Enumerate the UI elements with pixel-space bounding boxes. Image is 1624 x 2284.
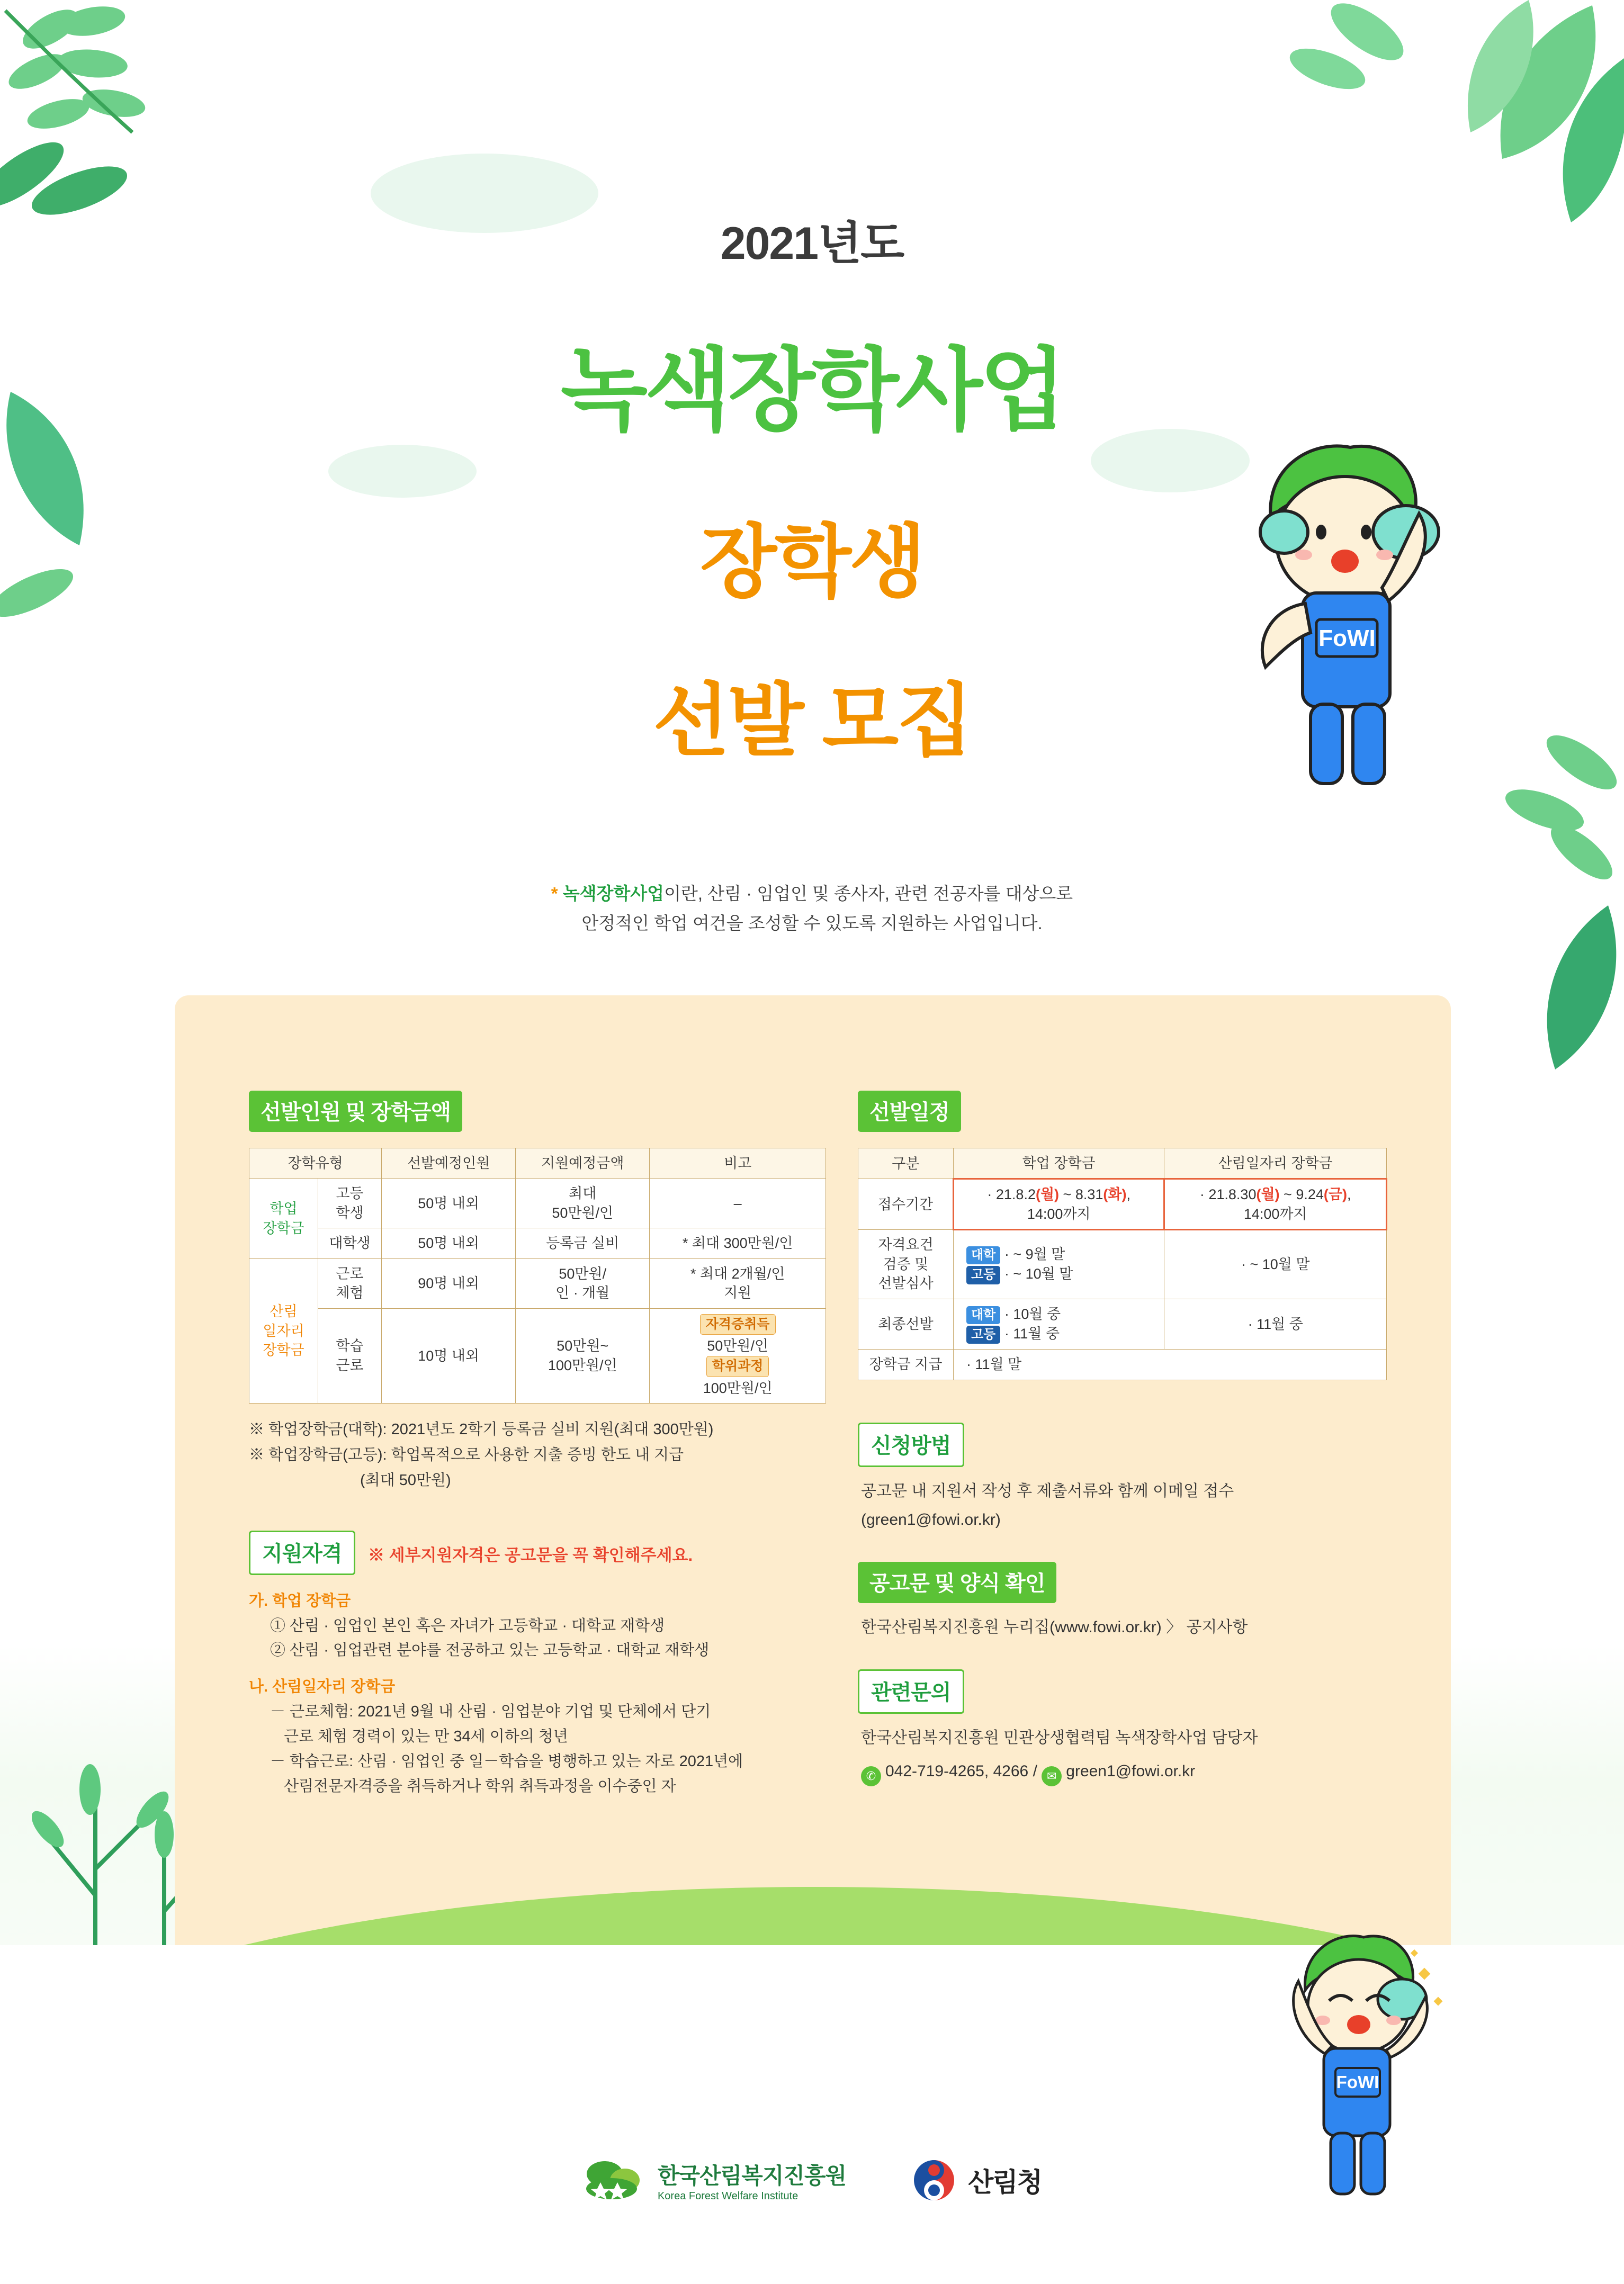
qualification-a-item-1: ① 산림 · 임업인 본인 혹은 자녀가 고등학교 · 대학교 재학생 [270, 1617, 665, 1634]
apply-line-1: 공고문 내 지원서 작성 후 제출서류와 함께 이메일 접수 [861, 1482, 1234, 1500]
contact-phone: 042-719-4265, 4266 [885, 1762, 1029, 1780]
cell-note-1: – [650, 1179, 826, 1228]
notice-line-1: 한국산림복지진흥원 누리집(www.fowi.or.kr) 〉 공지사항 [861, 1618, 1248, 1636]
cell-count-4: 10명 내외 [382, 1308, 516, 1403]
period-b-end-day: (금) [1323, 1186, 1347, 1203]
decorative-leaves-top-left [0, 0, 328, 222]
selection-note-2: ※ 학업장학금(고등): 학업목적으로 사용한 지출 증빙 한도 내 지급 [249, 1446, 684, 1463]
cell-period-forestjob [1164, 1179, 1387, 1230]
kfwi-name-en: Korea Forest Welfare Institute [657, 2190, 798, 2202]
tag-degree: 학위과정 [706, 1356, 769, 1377]
th-type: 장학유형 [249, 1148, 382, 1179]
selection-table [249, 1148, 826, 1404]
tag-highschool-1: 고등 [966, 1266, 1000, 1284]
kfwi-name-kr: 한국산림복지진흥원 [657, 2163, 847, 2188]
verify-highschool: · ~ 10월 말 [1004, 1266, 1073, 1282]
cell-count-2: 50명 내외 [382, 1228, 516, 1258]
cell-note-2: * 최대 300만원/인 [650, 1228, 826, 1258]
cell-final-academic [954, 1299, 1164, 1350]
notice-block [858, 1562, 1387, 1640]
qualification-head-a: 가. 학업 장학금 [249, 1592, 351, 1609]
contact-email: green1@fowi.or.kr [1066, 1762, 1196, 1780]
table-row [858, 1299, 1387, 1350]
kfwi-logo-text [658, 2159, 846, 2202]
th-count: 선발예정인원 [382, 1148, 516, 1179]
section-title-qualification: 지원자격 [249, 1531, 355, 1575]
cell-period-label: 접수기간 [858, 1179, 954, 1230]
qualification-b-item-1: － 근로체험: 2021년 9월 내 산림 · 임업분야 기업 및 단체에서 단기 [270, 1703, 711, 1721]
decorative-cloud-mid [328, 445, 477, 498]
table-row [249, 1228, 826, 1258]
period-b-start-day: (월) [1256, 1186, 1280, 1203]
table-header-row [249, 1148, 826, 1179]
subtitle-highlight: 녹색장학사업 [562, 884, 665, 903]
apply-line-2: (green1@fowi.or.kr) [861, 1510, 1001, 1528]
period-a-start-day: (월) [1035, 1186, 1060, 1203]
cell-amount-3: 50만원/ 인 · 개월 [516, 1258, 650, 1308]
page-subtitle [0, 879, 1624, 938]
svg-text:FoWI: FoWI [1336, 2072, 1379, 2092]
cell-verify-label: 자격요건 검증 및 선발심사 [858, 1230, 954, 1299]
contact-line-1: 한국산림복지진흥원 민관상생협력팀 녹색장학사업 담당자 [861, 1729, 1258, 1747]
cell-amount-2: 등록금 실비 [516, 1228, 650, 1258]
contact-block [858, 1669, 1387, 1786]
phone-icon: ✆ [861, 1766, 881, 1786]
cell-note-3: * 최대 2개월/인 지원 [650, 1258, 826, 1308]
subtitle-rest: 이란, 산림 · 임업인 및 종사자, 관련 전공자를 대상으로 [664, 884, 1073, 903]
period-a-time: 14:00까지 [1027, 1206, 1091, 1222]
section-title-apply: 신청방법 [858, 1423, 964, 1467]
cell-amount-1: 최대 50만원/인 [516, 1179, 650, 1228]
subtitle-line2: 안정적인 학업 여건을 조성할 수 있도록 지원하는 사업입니다. [581, 913, 1043, 933]
tag-certificate: 자격증취득 [700, 1314, 776, 1335]
final-highschool: · 11월 중 [1004, 1326, 1060, 1342]
right-column [858, 1091, 1387, 1786]
selection-notes [249, 1417, 826, 1494]
th-note: 비고 [650, 1148, 826, 1179]
cell-sub-study: 학습 근로 [318, 1308, 382, 1403]
cell-count-1: 50명 내외 [382, 1179, 516, 1228]
qualification-list [249, 1589, 826, 1800]
cell-payment-value: · 11월 말 [954, 1350, 1387, 1380]
th-academic: 학업 장학금 [954, 1148, 1164, 1179]
cell-sub-highschool: 고등 학생 [318, 1179, 382, 1228]
footer-logos [0, 2156, 1624, 2205]
page-title-line3: 선발 모집 [652, 676, 972, 765]
period-a-start: · 21.8.2 [987, 1186, 1036, 1203]
section-title-notice: 공고문 및 양식 확인 [858, 1562, 1056, 1603]
cell-verify-academic [954, 1230, 1164, 1299]
table-row [249, 1258, 826, 1308]
cell-verify-forestjob: · ~ 10월 말 [1164, 1230, 1387, 1299]
section-title-contact: 관련문의 [858, 1669, 964, 1714]
cell-note-4 [650, 1308, 826, 1403]
final-university: · 10월 중 [1004, 1306, 1061, 1322]
table-row [249, 1308, 826, 1403]
period-b-comma: , [1347, 1186, 1351, 1203]
logo-kfs [910, 2156, 1042, 2205]
tag-highschool-2: 고등 [966, 1326, 1000, 1344]
page-title-line2: 장학생 [700, 517, 924, 606]
mail-icon: ✉ [1042, 1766, 1062, 1786]
th-amount: 지원예정금액 [516, 1148, 650, 1179]
korea-government-icon [910, 2156, 958, 2205]
table-row [858, 1230, 1387, 1299]
contact-separator: / [1033, 1762, 1037, 1780]
left-column [249, 1091, 826, 1799]
period-b-end: ~ 9.24 [1279, 1186, 1324, 1203]
page-title-line1: 녹색장학사업 [560, 340, 1064, 441]
th-division: 구분 [858, 1148, 954, 1179]
schedule-table [858, 1148, 1387, 1380]
cell-group-forestjob: 산림 일자리 장학금 [249, 1258, 318, 1403]
qualification-a-item-2: ② 산림 · 임업관련 분야를 전공하고 있는 고등학교 · 대학교 재학생 [270, 1642, 710, 1659]
cell-sub-university: 대학생 [318, 1228, 382, 1258]
svg-text:FoWI: FoWI [1318, 625, 1376, 651]
period-a-end-day: (화) [1103, 1186, 1127, 1203]
contact-line-2 [861, 1763, 1387, 1786]
kfwi-logo-icon [582, 2159, 646, 2201]
qualification-b-item-2: 근로 체험 경력이 있는 만 34세 이하의 청년 [284, 1728, 568, 1746]
cell-sub-work: 근로 체험 [318, 1258, 382, 1308]
qualification-b-item-4: 산림전문자격증을 취득하거나 학위 취득과정을 이수중인 자 [284, 1778, 676, 1795]
cell-period-academic [954, 1179, 1164, 1230]
tag-university-1: 대학 [966, 1246, 1000, 1264]
cell-final-forestjob: · 11월 중 [1164, 1299, 1387, 1350]
qualification-head-b: 나. 산림일자리 장학금 [249, 1678, 396, 1696]
cell-payment-label: 장학금 지급 [858, 1350, 954, 1380]
info-panel [175, 995, 1451, 1964]
period-b-time: 14:00까지 [1243, 1206, 1307, 1222]
table-row [858, 1350, 1387, 1380]
table-row [858, 1179, 1387, 1230]
period-a-end: ~ 8.31 [1059, 1186, 1103, 1203]
cell-final-label: 최종선발 [858, 1299, 954, 1350]
selection-note-3: (최대 50만원) [360, 1471, 451, 1489]
table-row [249, 1179, 826, 1228]
tag-university-2: 대학 [966, 1306, 1000, 1324]
cell-group-academic: 학업 장학금 [249, 1179, 318, 1258]
tag-certificate-value: 50만원/인 [707, 1338, 769, 1354]
subtitle-star: * [551, 884, 558, 903]
page-year: 2021년도 [720, 218, 904, 269]
period-b-start: · 21.8.30 [1199, 1186, 1257, 1203]
cell-amount-4: 50만원~ 100만원/인 [516, 1308, 650, 1403]
cell-count-3: 90명 내외 [382, 1258, 516, 1308]
logo-kfwi [582, 2159, 846, 2202]
apply-block [858, 1423, 1387, 1533]
verify-university: · ~ 9월 말 [1004, 1246, 1065, 1263]
selection-note-1: ※ 학업장학금(대학): 2021년도 2학기 등록금 실비 지원(최대 300만원) [249, 1421, 714, 1438]
table-header-row [858, 1148, 1387, 1179]
qualification-b-item-3: － 학습근로: 산림 · 임업인 중 일－학습을 병행하고 있는 자로 2021년에 [270, 1753, 743, 1770]
section-title-selection: 선발인원 및 장학금액 [249, 1091, 462, 1132]
kfs-name: 산림청 [968, 2168, 1042, 2197]
qualification-block [249, 1531, 826, 1800]
tag-degree-value: 100만원/인 [703, 1380, 773, 1396]
period-a-comma: , [1126, 1186, 1130, 1203]
mascot-top [1191, 418, 1467, 821]
th-forestjob: 산림일자리 장학금 [1164, 1148, 1387, 1179]
qualification-note: ※ 세부지원자격은 공고문을 꼭 확인해주세요. [368, 1545, 693, 1564]
section-title-schedule: 선발일정 [858, 1091, 961, 1132]
